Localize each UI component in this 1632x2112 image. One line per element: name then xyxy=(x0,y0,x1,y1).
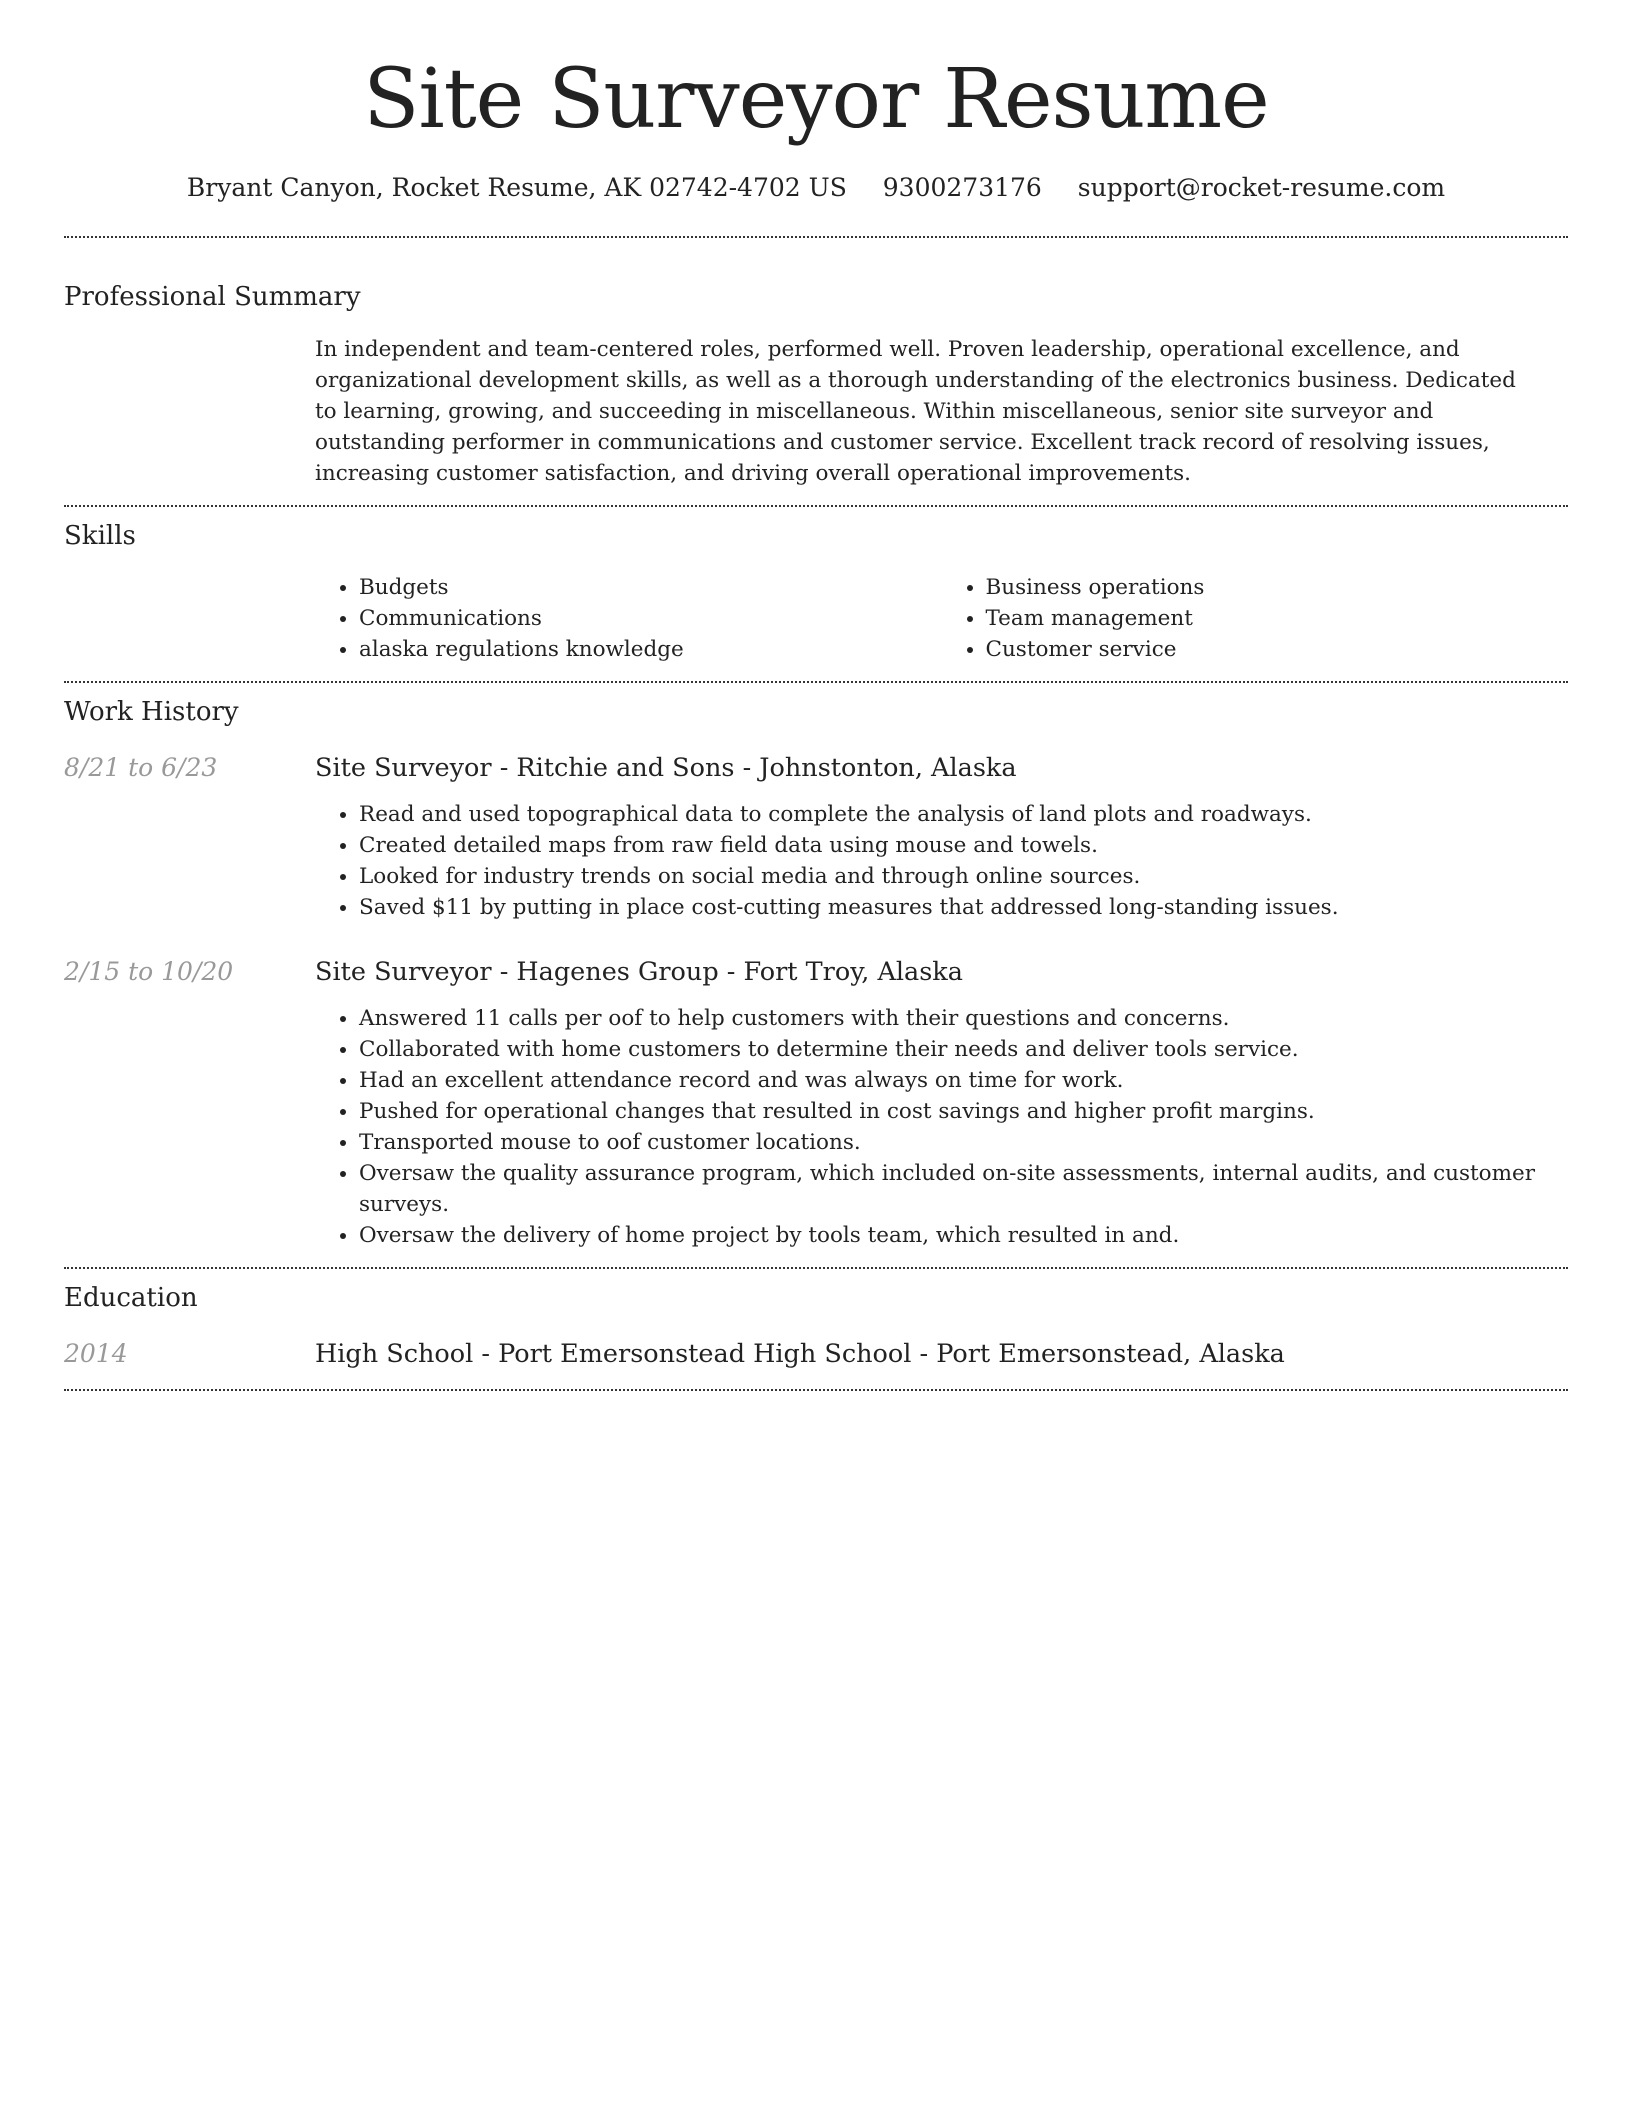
education-date: 2014 xyxy=(64,1339,128,1368)
skill-item: • Customer service xyxy=(986,634,1569,665)
job-entry xyxy=(64,955,1568,1251)
job-title: Site Surveyor - Hagenes Group - Fort Troy, Alaska xyxy=(315,957,963,987)
skills-list xyxy=(315,572,1568,665)
contact-email: support@rocket-resume.com xyxy=(1077,173,1446,202)
resume-page xyxy=(64,0,1568,1391)
job-bullets xyxy=(315,799,1568,923)
skill-item: • Communications xyxy=(359,603,942,634)
job-bullet: • Read and used topographical data to complete the analysis of land plots and roadways. xyxy=(359,799,1568,830)
job-date: 8/21 to 6/23 xyxy=(64,753,218,782)
job-bullet: • Oversaw the delivery of home project by tools team, which resulted in and. xyxy=(359,1220,1568,1251)
skills-heading: Skills xyxy=(64,521,136,551)
job-bullet: • Pushed for operational changes that resulted in cost savings and higher profit margins. xyxy=(359,1096,1568,1127)
section-divider xyxy=(64,1267,1568,1269)
job-date: 2/15 to 10/20 xyxy=(64,957,234,986)
job-bullet: • Oversaw the quality assurance program, which included on-site assessments, internal audits, and customer surveys. xyxy=(359,1158,1568,1220)
section-divider xyxy=(64,681,1568,683)
summary-text: In independent and team-centered roles, performed well. Proven leadership, operational excellence, and organizational development skills, as well as a thorough understanding of the electronics business. Dedicated to learning, growing, and succeeding in miscellaneous. Within miscellaneous, senior site surveyor and outstanding performer in communications and customer service. Excellent track record of resolving issues, increasing customer satisfaction, and driving overall operational improvements. xyxy=(315,337,1516,486)
contact-phone: 9300273176 xyxy=(882,173,1042,202)
skill-item: • alaska regulations knowledge xyxy=(359,634,942,665)
contact-address: Bryant Canyon, Rocket Resume, AK 02742-4702 US xyxy=(186,173,847,202)
education-entry xyxy=(64,1337,1568,1371)
contact-line xyxy=(64,172,1568,204)
job-bullet: • Looked for industry trends on social media and through online sources. xyxy=(359,861,1568,892)
section-divider xyxy=(64,1389,1568,1391)
education-heading: Education xyxy=(64,1283,198,1313)
skill-item: • Budgets xyxy=(359,572,942,603)
education-text: High School - Port Emersonstead High School - Port Emersonstead, Alaska xyxy=(315,1339,1285,1369)
job-bullet: • Created detailed maps from raw field data using mouse and towels. xyxy=(359,830,1568,861)
job-bullet: • Collaborated with home customers to determine their needs and deliver tools service. xyxy=(359,1034,1568,1065)
skill-item: • Business operations xyxy=(986,572,1569,603)
job-bullet: • Saved $11 by putting in place cost-cutting measures that addressed long-standing issues. xyxy=(359,892,1568,923)
section-divider xyxy=(64,505,1568,507)
job-title: Site Surveyor - Ritchie and Sons - Johnstonton, Alaska xyxy=(315,753,1017,783)
section-divider xyxy=(64,236,1568,238)
resume-title: Site Surveyor Resume xyxy=(363,52,1269,147)
job-entry xyxy=(64,751,1568,923)
skills-column-left xyxy=(315,572,942,665)
summary-heading: Professional Summary xyxy=(64,282,361,312)
work-heading: Work History xyxy=(64,697,239,727)
job-bullet: • Had an excellent attendance record and was always on time for work. xyxy=(359,1065,1568,1096)
job-bullets xyxy=(315,1003,1568,1251)
skills-column-right xyxy=(942,572,1569,665)
job-bullet: • Transported mouse to oof customer locations. xyxy=(359,1127,1568,1158)
job-bullet: • Answered 11 calls per oof to help customers with their questions and concerns. xyxy=(359,1003,1568,1034)
skill-item: • Team management xyxy=(986,603,1569,634)
